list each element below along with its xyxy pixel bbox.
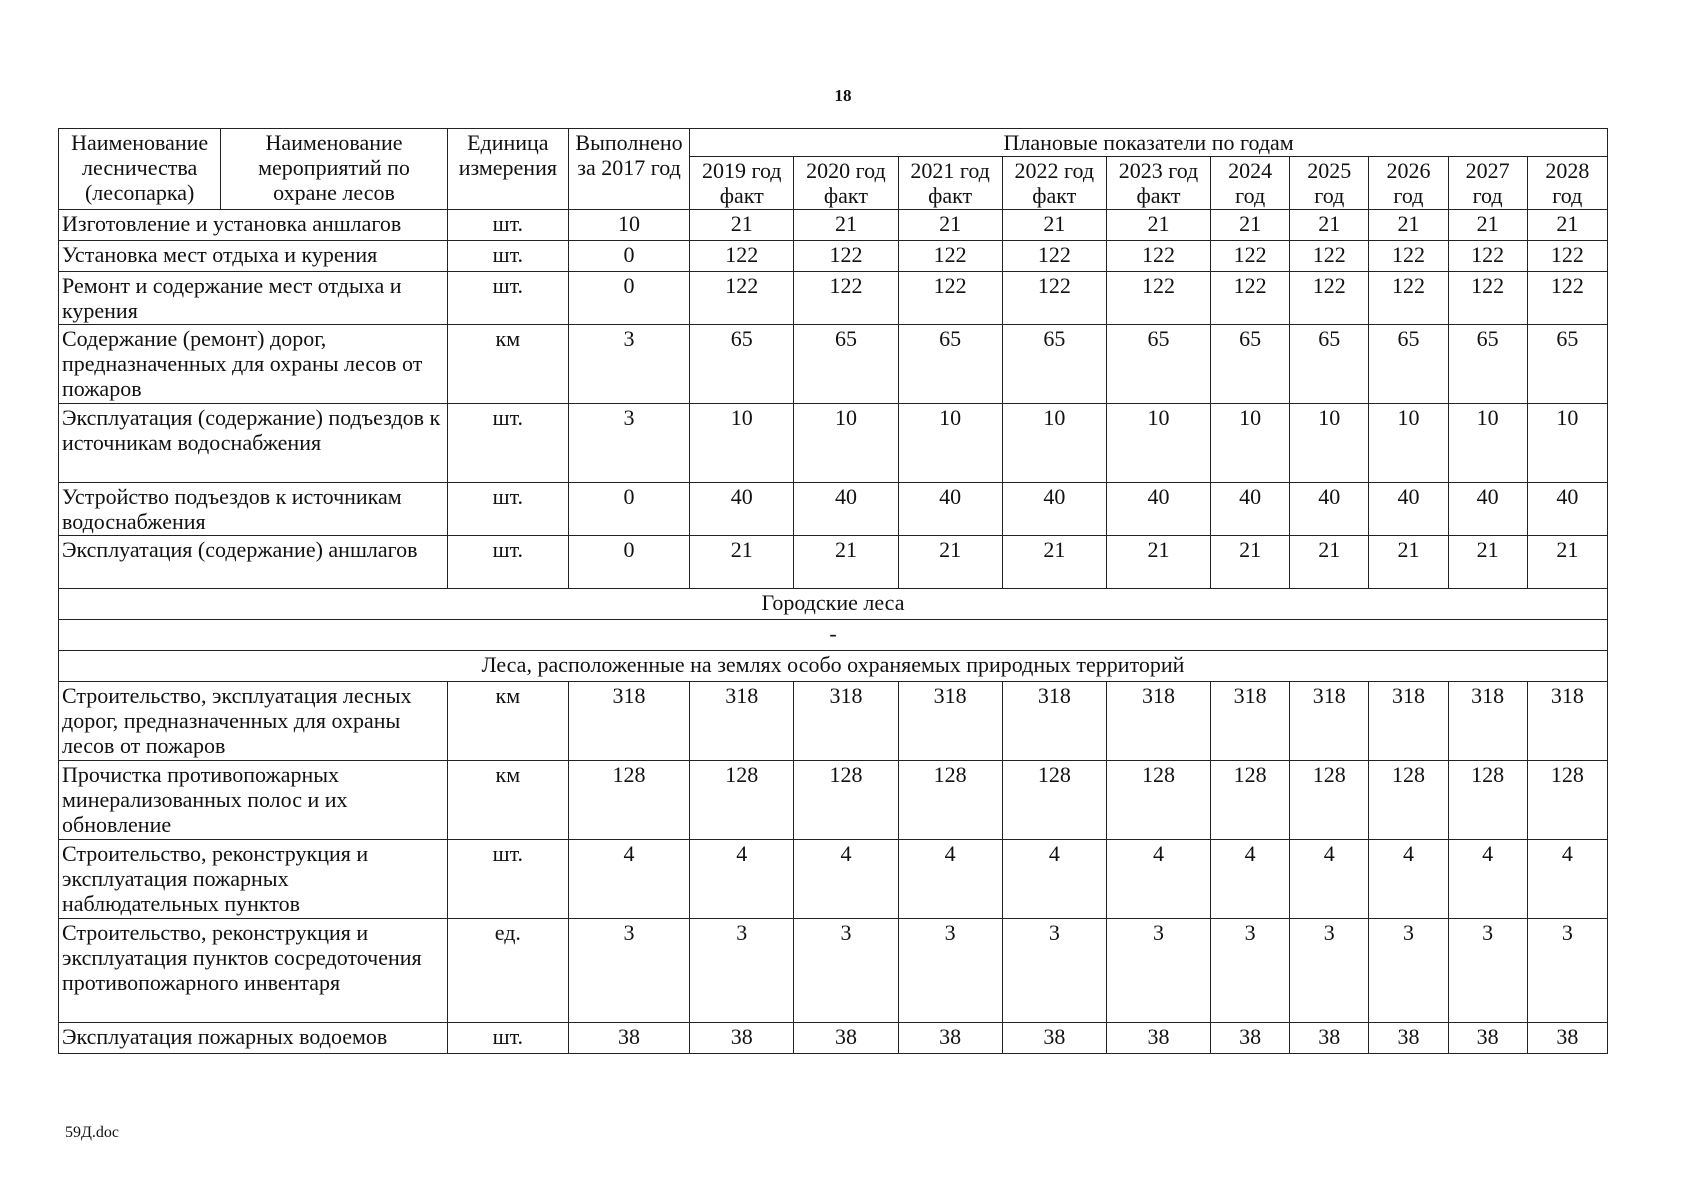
year-value-cell: 65 xyxy=(1211,325,1290,404)
year-value-cell: 65 xyxy=(1448,325,1527,404)
year-value-cell: 38 xyxy=(1002,1023,1106,1054)
year-value-cell: 4 xyxy=(690,840,794,919)
unit-cell: шт. xyxy=(447,840,568,919)
year-value-cell: 10 xyxy=(898,404,1002,483)
year-value-cell: 122 xyxy=(1448,241,1527,272)
year-value-cell: 318 xyxy=(690,682,794,761)
year-value-cell: 128 xyxy=(1211,761,1290,840)
year-value-cell: 10 xyxy=(1527,404,1607,483)
year-value-cell: 122 xyxy=(1527,272,1607,325)
year-value-cell: 3 xyxy=(1211,919,1290,1023)
table-row xyxy=(59,682,1608,761)
year-value-cell: 318 xyxy=(1211,682,1290,761)
activity-name: Установка мест отдыха и курения xyxy=(59,241,448,272)
unit-cell: км xyxy=(447,325,568,404)
table-row xyxy=(59,919,1608,1023)
unit-cell: шт. xyxy=(447,210,568,241)
year-value-cell: 4 xyxy=(1448,840,1527,919)
header-done-2017: Выполнено за 2017 год xyxy=(568,129,689,210)
header-year: 2027 год xyxy=(1448,157,1527,210)
unit-cell: шт. xyxy=(447,483,568,536)
year-value-cell: 122 xyxy=(1106,241,1210,272)
year-value-cell: 38 xyxy=(1448,1023,1527,1054)
table-row xyxy=(59,241,1608,272)
year-value-cell: 10 xyxy=(1002,404,1106,483)
activity-name: Изготовление и установка аншлагов xyxy=(59,210,448,241)
year-value-cell: 21 xyxy=(1290,210,1369,241)
year-value-cell: 38 xyxy=(1211,1023,1290,1054)
year-value-cell: 128 xyxy=(1106,761,1210,840)
header-row-1 xyxy=(59,129,1608,157)
year-value-cell: 4 xyxy=(898,840,1002,919)
table-row xyxy=(59,536,1608,589)
table-row xyxy=(59,210,1608,241)
year-value-cell: 3 xyxy=(898,919,1002,1023)
year-value-cell: 21 xyxy=(898,210,1002,241)
year-value-cell: 21 xyxy=(1211,536,1290,589)
table-row xyxy=(59,404,1608,483)
year-value-cell: 21 xyxy=(794,536,898,589)
year-value-cell: 3 xyxy=(794,919,898,1023)
year-value-cell: 122 xyxy=(1527,241,1607,272)
done-2017-cell: 10 xyxy=(568,210,689,241)
year-value-cell: 38 xyxy=(1369,1023,1448,1054)
year-value-cell: 65 xyxy=(1369,325,1448,404)
activity-name: Строительство, реконструкция и эксплуатация пунктов сосредоточения противопожарного инвентаря xyxy=(59,919,448,1023)
year-value-cell: 3 xyxy=(690,919,794,1023)
activity-name: Эксплуатация (содержание) аншлагов xyxy=(59,536,448,589)
year-value-cell: 3 xyxy=(1448,919,1527,1023)
year-value-cell: 40 xyxy=(1106,483,1210,536)
section-row xyxy=(59,589,1608,620)
year-value-cell: 128 xyxy=(1527,761,1607,840)
section-city xyxy=(59,589,1608,682)
header-year: 2023 год факт xyxy=(1106,157,1210,210)
header-year: 2019 год факт xyxy=(690,157,794,210)
year-value-cell: 122 xyxy=(1448,272,1527,325)
header-year: 2022 год факт xyxy=(1002,157,1106,210)
table-row xyxy=(59,761,1608,840)
year-value-cell: 21 xyxy=(1211,210,1290,241)
unit-cell: шт. xyxy=(447,1023,568,1054)
activity-name: Прочистка противопожарных минерализованных полос и их обновление xyxy=(59,761,448,840)
unit-cell: км xyxy=(447,761,568,840)
activity-name: Строительство, эксплуатация лесных дорог, предназначенных для охраны лесов от пожаров xyxy=(59,682,448,761)
unit-cell: шт. xyxy=(447,404,568,483)
done-2017-cell: 0 xyxy=(568,241,689,272)
year-value-cell: 3 xyxy=(1369,919,1448,1023)
year-value-cell: 122 xyxy=(1290,272,1369,325)
year-value-cell: 318 xyxy=(1448,682,1527,761)
activity-name: Эксплуатация (содержание) подъездов к источникам водоснабжения xyxy=(59,404,448,483)
header-year: 2021 год факт xyxy=(898,157,1002,210)
year-value-cell: 21 xyxy=(898,536,1002,589)
year-value-cell: 122 xyxy=(1002,272,1106,325)
year-value-cell: 21 xyxy=(1290,536,1369,589)
plan-table xyxy=(58,128,1608,1054)
done-2017-cell: 0 xyxy=(568,272,689,325)
year-value-cell: 40 xyxy=(1369,483,1448,536)
header-year: 2020 год факт xyxy=(794,157,898,210)
activity-name: Содержание (ремонт) дорог, предназначенных для охраны лесов от пожаров xyxy=(59,325,448,404)
year-value-cell: 122 xyxy=(1369,272,1448,325)
header-year: 2028 год xyxy=(1527,157,1607,210)
activity-name: Устройство подъездов к источникам водоснабжения xyxy=(59,483,448,536)
year-value-cell: 4 xyxy=(1002,840,1106,919)
year-value-cell: 40 xyxy=(1211,483,1290,536)
year-value-cell: 10 xyxy=(794,404,898,483)
done-2017-cell: 0 xyxy=(568,536,689,589)
year-value-cell: 21 xyxy=(1106,536,1210,589)
done-2017-cell: 4 xyxy=(568,840,689,919)
year-value-cell: 128 xyxy=(898,761,1002,840)
table-row xyxy=(59,272,1608,325)
year-value-cell: 318 xyxy=(1369,682,1448,761)
done-2017-cell: 3 xyxy=(568,325,689,404)
table-body-top xyxy=(59,210,1608,589)
year-value-cell: 128 xyxy=(1290,761,1369,840)
activity-name: Ремонт и содержание мест отдыха и курения xyxy=(59,272,448,325)
year-value-cell: 4 xyxy=(1369,840,1448,919)
year-value-cell: 3 xyxy=(1002,919,1106,1023)
year-value-cell: 4 xyxy=(794,840,898,919)
year-value-cell: 40 xyxy=(1290,483,1369,536)
section-title-protected: Леса, расположенные на землях особо охраняемых природных территорий xyxy=(59,651,1608,682)
year-value-cell: 318 xyxy=(1106,682,1210,761)
year-value-cell: 21 xyxy=(794,210,898,241)
year-value-cell: 4 xyxy=(1290,840,1369,919)
activity-name: Строительство, реконструкция и эксплуатация пожарных наблюдательных пунктов xyxy=(59,840,448,919)
year-value-cell: 4 xyxy=(1211,840,1290,919)
year-value-cell: 21 xyxy=(690,536,794,589)
year-value-cell: 38 xyxy=(1290,1023,1369,1054)
year-value-cell: 40 xyxy=(898,483,1002,536)
done-2017-cell: 0 xyxy=(568,483,689,536)
year-value-cell: 21 xyxy=(1369,210,1448,241)
done-2017-cell: 3 xyxy=(568,919,689,1023)
done-2017-cell: 318 xyxy=(568,682,689,761)
header-year: 2026 год xyxy=(1369,157,1448,210)
year-value-cell: 128 xyxy=(1448,761,1527,840)
table-row xyxy=(59,483,1608,536)
year-value-cell: 10 xyxy=(1290,404,1369,483)
year-value-cell: 38 xyxy=(1106,1023,1210,1054)
year-value-cell: 4 xyxy=(1527,840,1607,919)
year-value-cell: 3 xyxy=(1290,919,1369,1023)
year-value-cell: 318 xyxy=(1002,682,1106,761)
year-value-cell: 40 xyxy=(690,483,794,536)
year-value-cell: 3 xyxy=(1106,919,1210,1023)
year-value-cell: 318 xyxy=(1527,682,1607,761)
year-value-cell: 65 xyxy=(690,325,794,404)
year-value-cell: 21 xyxy=(690,210,794,241)
year-value-cell: 318 xyxy=(794,682,898,761)
table-row xyxy=(59,1023,1608,1054)
year-value-cell: 10 xyxy=(1448,404,1527,483)
unit-cell: шт. xyxy=(447,536,568,589)
year-value-cell: 38 xyxy=(690,1023,794,1054)
year-value-cell: 21 xyxy=(1369,536,1448,589)
year-value-cell: 65 xyxy=(898,325,1002,404)
year-value-cell: 21 xyxy=(1527,536,1607,589)
year-value-cell: 65 xyxy=(1106,325,1210,404)
year-value-cell: 318 xyxy=(898,682,1002,761)
year-value-cell: 128 xyxy=(1369,761,1448,840)
year-value-cell: 122 xyxy=(1211,241,1290,272)
year-value-cell: 21 xyxy=(1002,210,1106,241)
year-value-cell: 122 xyxy=(1002,241,1106,272)
year-value-cell: 65 xyxy=(1527,325,1607,404)
year-value-cell: 40 xyxy=(1002,483,1106,536)
header-forestry: Наименование лесничества (лесопарка) xyxy=(59,129,221,210)
section-row xyxy=(59,620,1608,651)
year-value-cell: 4 xyxy=(1106,840,1210,919)
header-unit: Единица измерения xyxy=(447,129,568,210)
year-value-cell: 10 xyxy=(1211,404,1290,483)
unit-cell: км xyxy=(447,682,568,761)
year-value-cell: 10 xyxy=(1369,404,1448,483)
year-value-cell: 40 xyxy=(794,483,898,536)
year-value-cell: 21 xyxy=(1106,210,1210,241)
table-body-bottom xyxy=(59,682,1608,1054)
unit-cell: шт. xyxy=(447,272,568,325)
done-2017-cell: 3 xyxy=(568,404,689,483)
year-value-cell: 122 xyxy=(1369,241,1448,272)
table-row xyxy=(59,325,1608,404)
unit-cell: шт. xyxy=(447,241,568,272)
year-value-cell: 128 xyxy=(1002,761,1106,840)
year-value-cell: 122 xyxy=(690,272,794,325)
year-value-cell: 10 xyxy=(690,404,794,483)
year-value-cell: 38 xyxy=(898,1023,1002,1054)
year-value-cell: 122 xyxy=(898,241,1002,272)
year-value-cell: 122 xyxy=(1106,272,1210,325)
year-value-cell: 122 xyxy=(1290,241,1369,272)
year-value-cell: 3 xyxy=(1527,919,1607,1023)
year-value-cell: 21 xyxy=(1448,210,1527,241)
done-2017-cell: 128 xyxy=(568,761,689,840)
table-row xyxy=(59,840,1608,919)
section-city-value: - xyxy=(59,620,1608,651)
year-value-cell: 318 xyxy=(1290,682,1369,761)
year-value-cell: 122 xyxy=(690,241,794,272)
year-value-cell: 40 xyxy=(1448,483,1527,536)
header-year: 2025 год xyxy=(1290,157,1369,210)
activity-name: Эксплуатация пожарных водоемов xyxy=(59,1023,448,1054)
year-value-cell: 122 xyxy=(898,272,1002,325)
year-value-cell: 40 xyxy=(1527,483,1607,536)
year-value-cell: 122 xyxy=(794,241,898,272)
header-plan-by-years: Плановые показатели по годам xyxy=(690,129,1608,157)
year-value-cell: 128 xyxy=(690,761,794,840)
year-value-cell: 21 xyxy=(1002,536,1106,589)
year-value-cell: 21 xyxy=(1527,210,1607,241)
header-year: 2024 год xyxy=(1211,157,1290,210)
year-value-cell: 122 xyxy=(1211,272,1290,325)
year-value-cell: 38 xyxy=(1527,1023,1607,1054)
year-value-cell: 122 xyxy=(794,272,898,325)
year-value-cell: 38 xyxy=(794,1023,898,1054)
footer-filename: 59Д.doc xyxy=(65,1124,120,1141)
year-value-cell: 65 xyxy=(1290,325,1369,404)
year-value-cell: 128 xyxy=(794,761,898,840)
year-value-cell: 10 xyxy=(1106,404,1210,483)
page-number: 18 xyxy=(834,86,852,105)
section-row xyxy=(59,651,1608,682)
section-title-city: Городские леса xyxy=(59,589,1608,620)
year-value-cell: 65 xyxy=(794,325,898,404)
done-2017-cell: 38 xyxy=(568,1023,689,1054)
header-activity: Наименование мероприятий по охране лесов xyxy=(221,129,447,210)
unit-cell: ед. xyxy=(447,919,568,1023)
year-value-cell: 21 xyxy=(1448,536,1527,589)
year-value-cell: 65 xyxy=(1002,325,1106,404)
